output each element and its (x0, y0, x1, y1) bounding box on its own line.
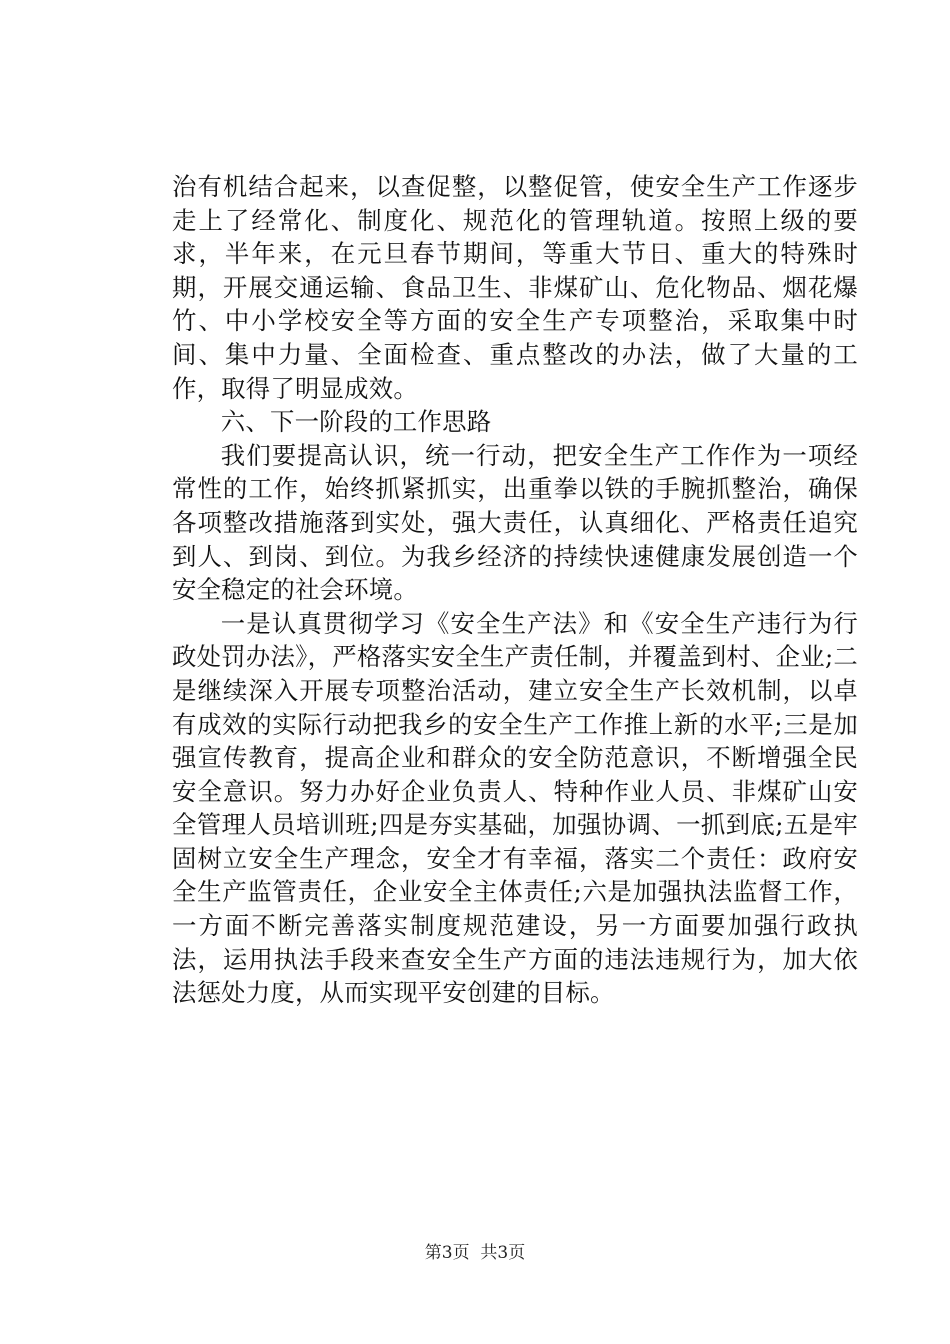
section-heading: 六、下一阶段的工作思路 (220, 407, 492, 437)
document-body (172, 170, 858, 1010)
paragraph-continuation: 治有机结合起来，以查促整，以整促管，使安全生产工作逐步走上了经常化、制度化、规范化的管理轨道。按照上级的要求，半年来，在元旦春节期间，等重大节日、重大的特殊时期，开展交通运输、食品卫生、非煤矿山、危化物品、烟花爆竹、中小学校安全等方面的安全生产专项整治，采取集中时间、集中力量、全面检查、重点整改的办法，做了大量的工作，取得了明显成效。 (172, 172, 858, 403)
page-footer (0, 1242, 950, 1264)
paragraph-work-ideas: 我们要提高认识，统一行动，把安全生产工作作为一项经常性的工作，始终抓紧抓实，出重拳以铁的手腕抓整治，确保各项整改措施落到实处，强大责任，认真细化、严格责任追究到人、到岗、到位。为我乡经济的持续快速健康发展创造一个安全稳定的社会环境。 (172, 440, 858, 605)
footer-spacer (470, 1243, 481, 1263)
page-total: 共3页 (480, 1243, 526, 1263)
paragraph-action-items: 一是认真贯彻学习《安全生产法》和《安全生产违行为行政处罚办法》，严格落实安全生产责任制，并覆盖到村、企业;二是继续深入开展专项整治活动，建立安全生产长效机制，以卓有成效的实际行动把我乡的安全生产工作推上新的水平;三是加强宣传教育，提高企业和群众的安全防范意识，不断增强全民安全意识。努力办好企业负责人、特种作业人员、非煤矿山安全管理人员培训班;四是夯实基础，加强协调、一抓到底;五是牢固树立安全生产理念，安全才有幸福，落实二个责任：政府安全生产监管责任，企业安全主体责任;六是加强执法监督工作，一方面不断完善落实制度规范建设，另一方面要加强行政执法，运用执法手段来查安全生产方面的违法违规行为，加大依法惩处力度，从而实现平安创建的目标。 (172, 608, 858, 1008)
page-number: 第3页 (424, 1243, 470, 1263)
